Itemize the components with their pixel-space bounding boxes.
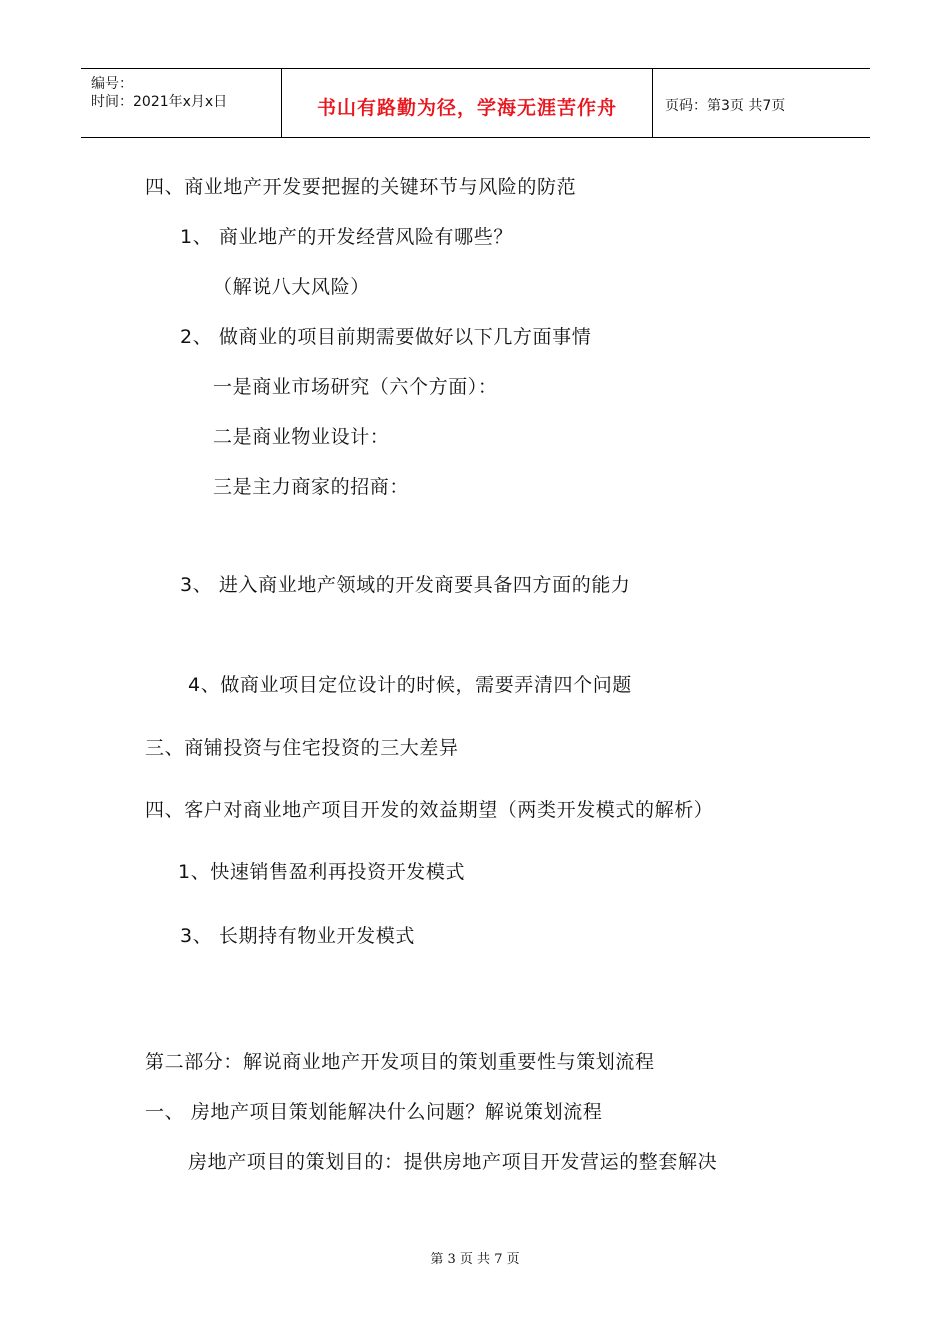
motto-text: 书山有路勤为径，学海无涯苦作舟	[316, 97, 617, 119]
list-item: 4、做商业项目定位设计的时候，需要弄清四个问题	[188, 674, 632, 696]
part-heading: 第二部分：解说商业地产开发项目的策划重要性与策划流程	[145, 1051, 655, 1073]
section-heading: 一、 房地产项目策划能解决什么问题？解说策划流程	[145, 1101, 603, 1123]
header-page-cell	[653, 69, 870, 137]
time-label: 时间：2021年x月x日	[91, 94, 228, 110]
list-item: 3、 长期持有物业开发模式	[180, 925, 415, 947]
section-heading: 四、客户对商业地产项目开发的效益期望（两类开发模式的解析）	[145, 799, 714, 821]
sub-item: 三是主力商家的招商：	[213, 476, 410, 498]
list-item: 1、 商业地产的开发经营风险有哪些？	[180, 226, 513, 248]
header-info-cell	[81, 69, 282, 137]
page-header	[81, 68, 870, 138]
paragraph-text: 房地产项目的策划目的：提供房地产项目开发营运的整套解决	[188, 1151, 718, 1173]
section-heading: 四、商业地产开发要把握的关键环节与风险的防范	[145, 176, 577, 198]
sub-item: 二是商业物业设计：	[213, 426, 390, 448]
section-heading: 三、商铺投资与住宅投资的三大差异	[145, 737, 459, 759]
list-item: 3、 进入商业地产领域的开发商要具备四方面的能力	[180, 574, 631, 596]
list-item: 2、 做商业的项目前期需要做好以下几方面事情	[180, 326, 592, 348]
header-motto-cell	[282, 69, 653, 137]
serial-number-label: 编号：	[91, 76, 133, 92]
sub-item: 一是商业市场研究（六个方面）：	[213, 376, 498, 398]
note-text: （解说八大风险）	[213, 276, 370, 298]
list-item: 1、快速销售盈利再投资开发模式	[178, 861, 466, 883]
page-footer: 第 3 页 共 7 页	[430, 1252, 520, 1267]
page-number-label: 页码：第3页 共7页	[665, 98, 786, 114]
